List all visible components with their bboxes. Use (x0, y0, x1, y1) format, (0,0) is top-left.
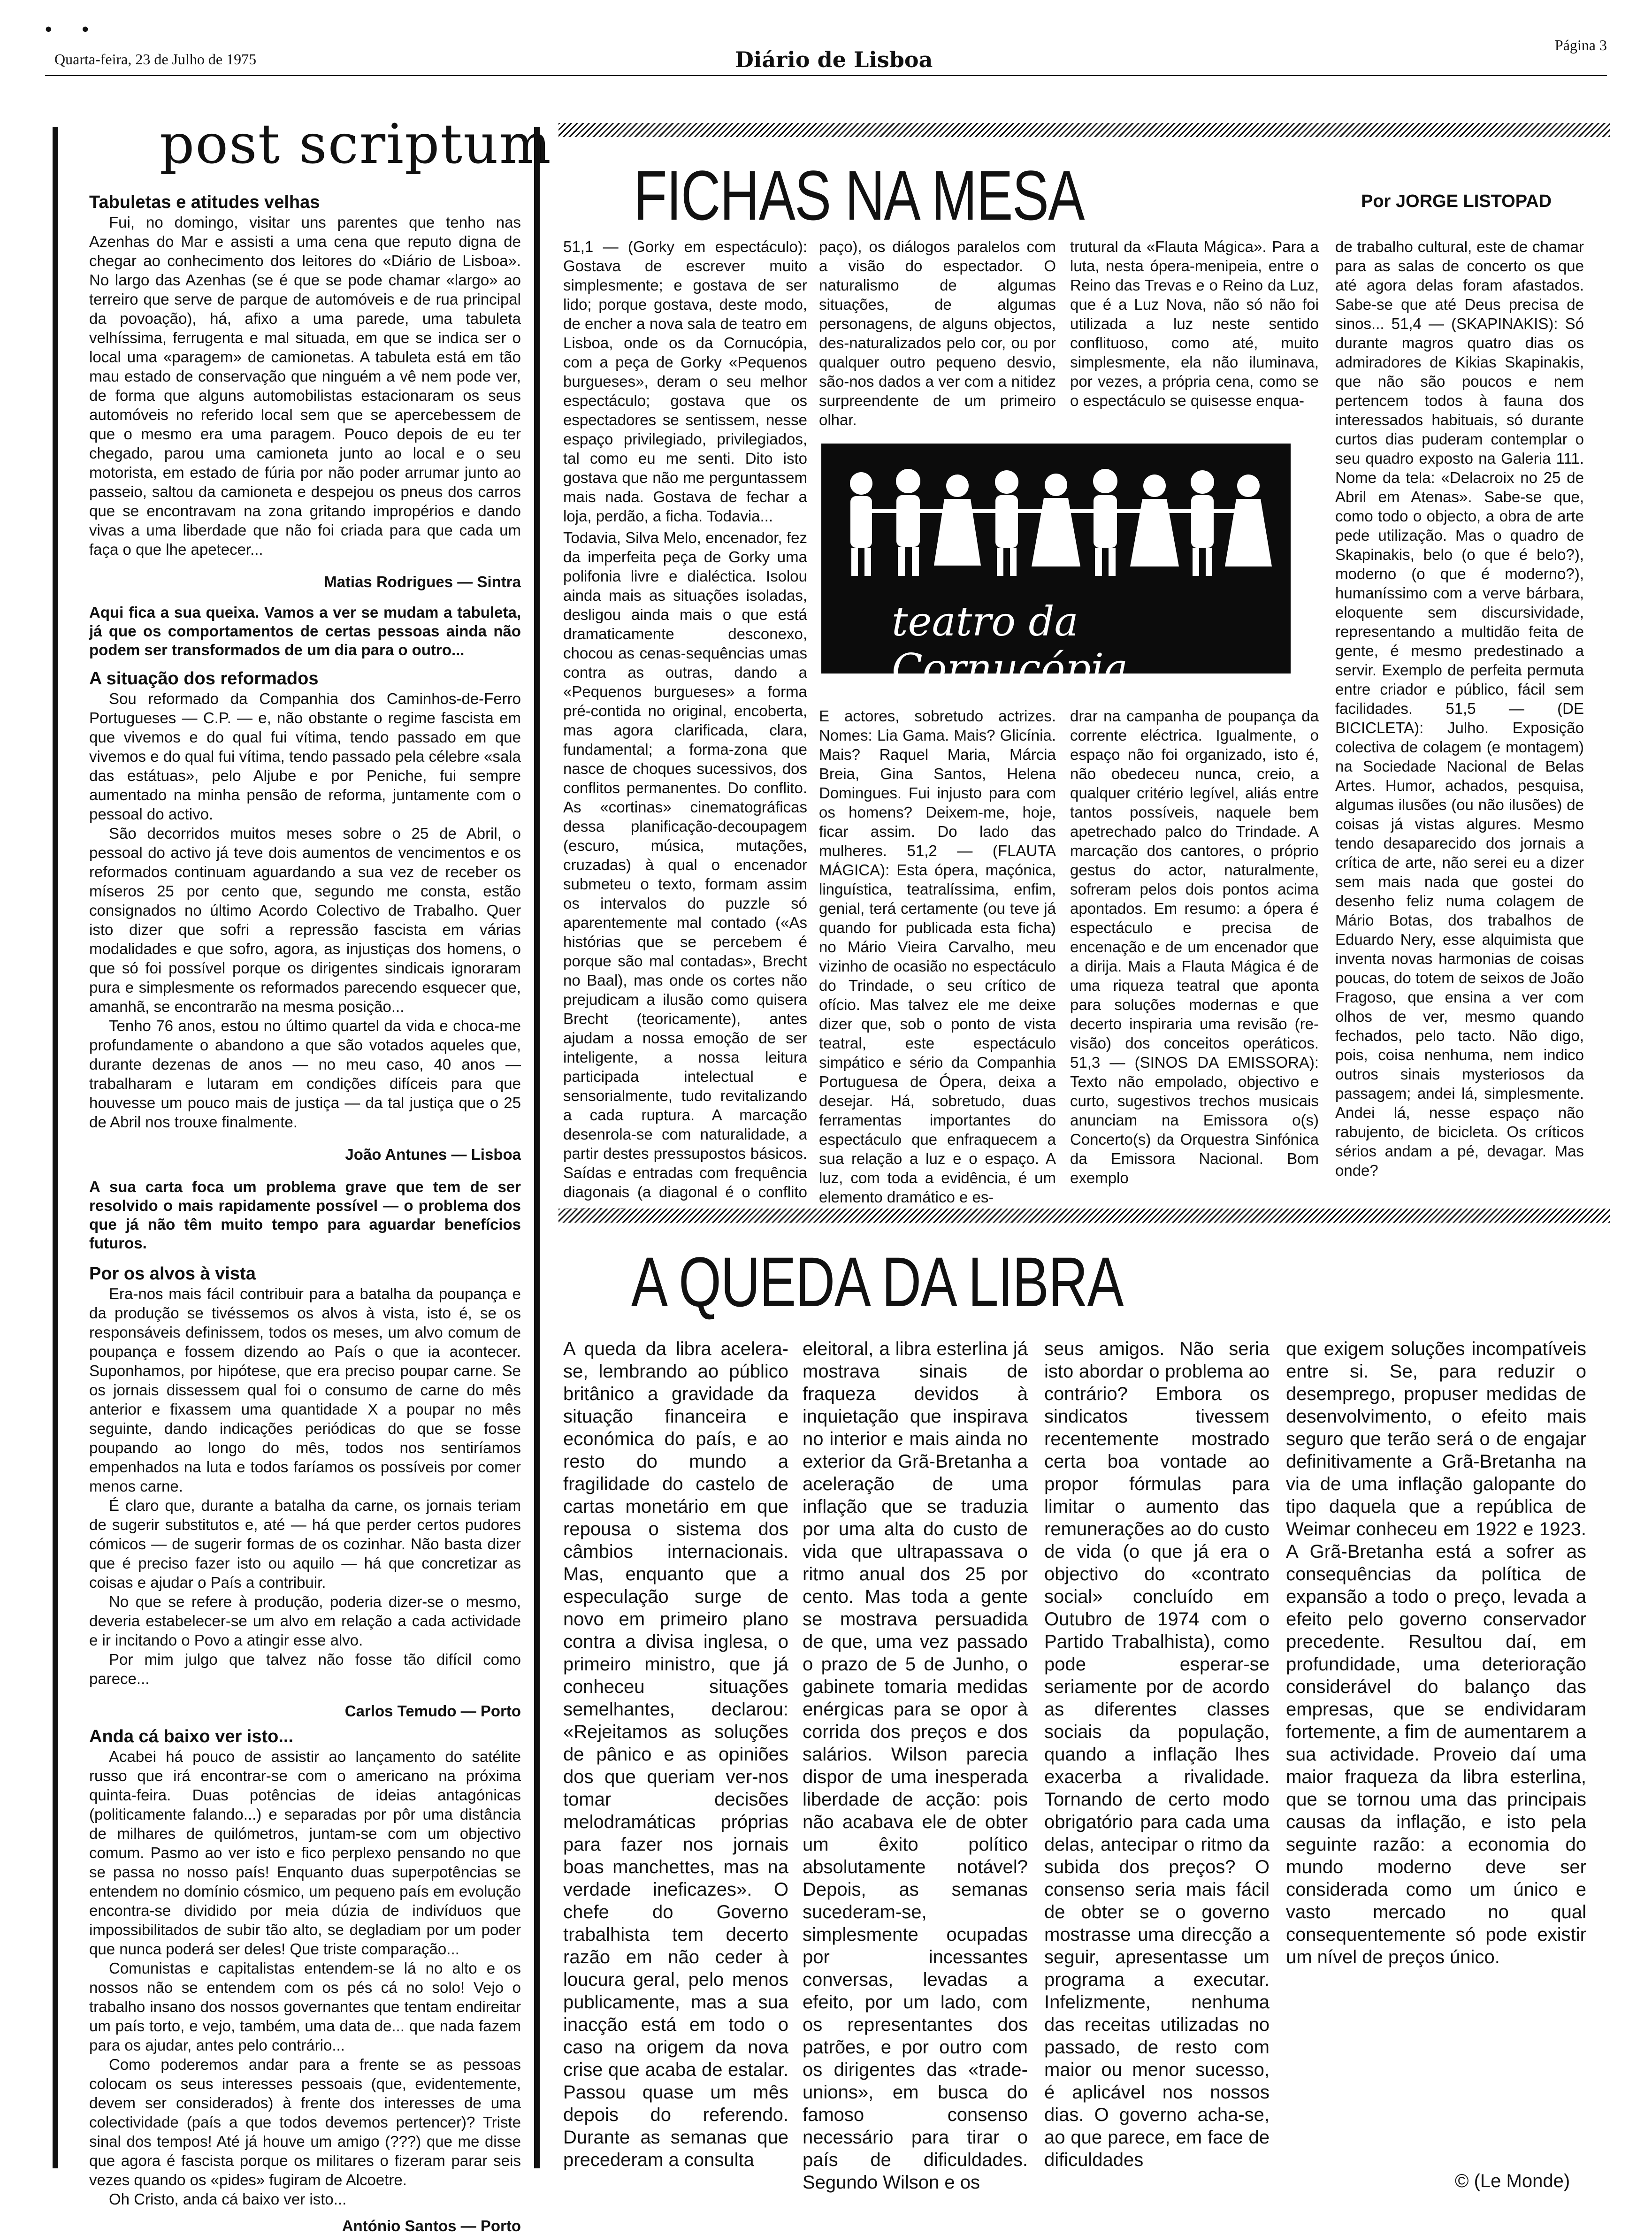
letter-heading: Tabuletas e atitudes velhas (89, 192, 320, 212)
letter-heading: Por os alvos à vista (89, 1264, 256, 1284)
fichas-column-4: de trabalho cultural, este de chamar para as salas de concerto os que até agora delas foram afastados. Sabe-se que até Deus precisa de sinos... 51,4 — (SKAPINAKIS): Só durante magros quatro dias os admiradores de Kikias Skapinakis, que não são poucos e nem pertencem todos à fauna dos interessados habituais, só durante curtos dias puderam contemplar o seu quadro exposto na Galeria 111. Nome da tela: «Delacroix no 25 de Abril em Atenas». Sabe-se que, como todo o objecto, a obra de arte pede utilização. Mas o quadro de Skapinakis, belo (o que é belo?), moderno (o que é moderno?), humaníssimo com a verve bárbara, eloquente sem discursividade, representando a multidão feita de gente, é mesmo predestinado a servir. Exemplo de perfeita permuta entre criador e público, fácil sem facilidades. 51,5 — (DE BICICLETA): Julho. Exposição colectiva de colagem (e montagem) na Sociedade Nacional de Belas Artes. Humor, achados, pesquisa, algumas ilusões (ou não ilusões) de coisas já vistas algures. Mesmo tendo desaparecido dos jornais a crítica de arte, não serei eu a dizer sem mais nada que gostei do desenho feliz numa colagem de Mário Botas, dos trabalhos de Eduardo Nery, esse alquimista que inventa novas harmonias de coisas poucas, do totem de seixos de João Fragoso, que ensina a ver com olhos de ver, mesmo quando fechados, pelo tacto. Não digo, pois, coisa nenhuma, nem indico outros sinais mysteriosos da passagem; andei lá, simplesmente. Andei lá, nesse espaço não rabujento, de bicicleta. Os críticos sérios andam a pé, devagar. Mas onde? (1335, 238, 1584, 1179)
issue-date: Quarta-feira, 23 de Julho de 1975 (54, 51, 257, 68)
masthead (45, 13, 1607, 72)
letter-paragraph: Comunistas e capitalistas entendem-se lá no alto e os nossos não se entendem com os pés cá no solo! Vejo o trabalho insano dos nossos governantes que tentam endireitar um país torto, e vejo, também, uma data de... que nada fazem para os ajudar, antes pelo contrário... (89, 1959, 521, 2054)
masthead-rule (45, 75, 1607, 76)
figure-group (850, 469, 1272, 576)
letter-body (89, 213, 521, 559)
fichas-column-2b: E actores, sobretudo actrizes. Nomes: Lia Gama. Mais? Glicínia. Mais? Raquel Maria, Márcia Breia, Gina Santos, Helena Domingues. Fui injusto para com os homens? Deixem-me, hoje, ficar assim. Do lado das mulheres. 51,2 — (FLAUTA MÁGICA): Esta ópera, maçónica, linguística, teatralíssima, enfim, genial, terá certamente (ou teve já quando for publicada esta ficha) no Mário Vieira Carvalho, meu vizinho de ocasião no espectáculo do Trindade, o seu crítico de ofício. Mas talvez ele me deixe dizer que, sob o ponto de vista teatral, este espectáculo simpático e sério da Companhia Portuguesa de Ópera, deixa a desejar. Há, sobretudo, duas ferramentas importantes do espectáculo que enfraquecem a sua relação a luz e o espaço. A luz, com toda a evidência, é um elemento dramático e es- (819, 707, 1056, 1206)
libra-column-2: eleitoral, a libra esterlina já mostrava sinais de fraqueza devidos à inquietação que inspirava no interior e mais ainda no exterior da Grã-Bretanha a aceleração de uma inflação que se traduzia por uma alta do custo de vida que ultrapassava o ritmo anual dos 25 por cento. Mas toda a gente se mostrava persuadida de que, uma vez passado o prazo de 5 de Junho, o gabinete tomaria medidas enérgicas para se opor à corrida dos preços e dos salários. Wilson parecia dispor de uma inesperada liberdade de acção: pois não acabava ele de obter um êxito político absolutamente notável? Depois, as semanas sucederam-se, simplesmente ocupadas por incessantes conversas, levadas a efeito, por um lado, com os representantes dos patrões, e por outro com os dirigentes das «trade-unions», em busca do famoso consenso necessário para tirar o país de dificuldades. Segundo Wilson e os (803, 1339, 1028, 2193)
fichas-headline: FICHAS NA MESA (634, 156, 1084, 235)
hatched-rule (558, 123, 1610, 137)
letter-paragraph: É claro que, durante a batalha da carne, os jornais teriam de sugerir substitutos e, até — há que perder certos pudores cómicos — de sugerir formas de os cozinhar. Não basta dizer que é preciso fazer isto ou aquilo — há que concretizar as coisas e ajudar o País a contribuir. (89, 1497, 521, 1591)
letter-body (89, 689, 521, 1132)
post-scriptum-section (89, 192, 521, 2235)
fichas-column-2: paço), os diálogos paralelos com a visão do espectador. O naturalismo de algumas situações, de algumas personagens, de alguns objectos, des-naturalizados pelo cor, ou por qualquer outro pequeno desvio, são-nos dados a ver com a nitidez surpreendente de um primeiro olhar. (819, 238, 1056, 429)
letter-body (89, 1284, 521, 1688)
libra-headline: A QUEDA DA LIBRA (631, 1242, 1123, 1321)
banner-caption: teatro da Cornucópia (892, 598, 1128, 692)
fichas-column-1: 51,1 — (Gorky em espectáculo): Gostava de escrever muito simplesmente; e gostava de ser lido; porque gostava, deste modo, de encher a nova sala de teatro em Lisboa, onde os da Cornucópia, com a peça de Gorky «Pequenos burgueses», deram o seu melhor espectáculo; gostava que os espectadores se sentissem, nesse espaço privilegiado, privilegiados, tal como eu me senti. Dito isto gostava que não me perguntassem mais nada. Gostava de fechar a loja, perdão, a ficha. Todavia... (563, 238, 807, 525)
fichas-column-1b: Todavia, Silva Melo, encenador, fez da imperfeita peça de Gorky uma polifonia livre e dialéctica. Isolou ainda mais as situações isoladas, desligou ainda mais o que está dramaticamente desconexo, chocou as cenas-sequências umas contra as outras, dando a «Pequenos burgueses» a forma pré-contida no original, encoberta, mas agora clarificada, clara, fundamental; a forma-zona que nasce de choques sucessivos, dos conflitos permanentes. Do conflito. As «cortinas» cinematográficas dessa planificação-decoupagem (escuro, música, mutações, cruzadas) à qual o encenador submeteu o texto, formam assim os intervalos do puzzle só aparentemente mal contado («As histórias que se percebem é porque são mal contadas», Brecht no Baal), mas onde os cortes não prejudicam a ilusão como quisera Brecht (teoricamente), antes ajudam a nossa emoção de ser inteligente, a nossa leitura participada intelectual e sensorialmente, tudo revitalizando a cada ruptura. A marcação desenrola-se com naturalidade, a partir destes pressupostos básicos. Saídas e entradas com frequência diagonais (a diagonal é o conflito (563, 529, 807, 1201)
letter-paragraph: Fui, no domingo, visitar uns parentes que tenho nas Azenhas do Mar e assisti a uma cena que reputo digna de chegar ao conhecimento dos leitores do «Diário de Lisboa». No largo das Azenhas (se é que se pode chamar «largo» ao terreiro que serve de parque de automóveis e de rua principal da povoação), há, afixo a uma parede, uma tabuleta velhíssima, ferrugenta e mal situada, em que se indica ser o local uma «paragem» de camionetas. A tabuleta está em tão mau estado de conservação que ninguém a vê nem pode ver, de forma que alguns automobilistas estacionaram os seus automóveis no referido local sem que se apercebessem de que o mesmo era uma paragem. Pouco depois de eu ter chegado, parou uma camioneta junto ao local e o seu motorista, em estado de fúria por não poder arrumar junto ao passeio, saltou da camioneta e despejou os pneus dos carros que se encontravam na zona gritando impropérios e dando vivas a uma liberdade que não foi criada para que cada um faça o que lhe apetecer... (89, 214, 521, 558)
letter-heading: Anda cá baixo ver isto... (89, 1727, 294, 1746)
letter-signature: António Santos — Porto (342, 2217, 521, 2235)
letter-signature: João Antunes — Lisboa (345, 1146, 521, 1163)
newspaper-name: Diário de Lisboa (735, 47, 933, 72)
letter-paragraph: Tenho 76 anos, estou no último quartel da vida e choca-me profundamente o abandono a que são votados aqueles que, durante dezenas de anos — no meu caso, 40 anos — trabalharam e lutaram em condições difíceis para que houvesse um pouco mais de justiça — da tal justiça que o 25 de Abril nos trouxe finalmente. (89, 1017, 521, 1131)
editor-reply: A sua carta foca um problema grave que tem de ser resolvido o mais rapidamente possível — o problema dos que já não têm muito tempo para aguardar benefícios futuros. (89, 1178, 521, 1252)
letter-paragraph: São decorridos muitos meses sobre o 25 de Abril, o pessoal do activo já teve dois aumentos de vencimentos e os reformados continuam aguardando a sua vez de receber os míseros 25 por cento que, segundo me consta, estão consignados no último Acordo Colectivo de Trabalho. Quer isto dizer que sofri a repressão fascista em várias modalidades e que sofro, agora, as injustiças dos homens, o que só foi possível porque os dirigentes sindicais ignoraram pura e simplesmente os reformados parecendo esquecer que, amanhã, se encontrarão na mesma posição... (89, 825, 521, 1015)
letter-paragraph: Como poderemos andar para a frente se as pessoas colocam os seus interesses pessoais (que, evidentemente, devem ser considerados) à frente dos interesses de uma colectividade (país a que todos devemos pertencer)? Triste sinal dos tempos! Até já houve um amigo (???) que me disse que agora é fascista porque os militares o fizeram parar seis vezes quando os «pides» fugiram de Alcoetre. (89, 2056, 521, 2189)
hatched-rule (558, 1209, 1610, 1223)
libra-column-3: seus amigos. Não seria isto abordar o problema ao contrário? Embora os sindicatos tivessem recentemente mostrado certa boa vontade ao propor fórmulas para limitar o aumento das remunerações ao do custo de vida (o que já era o objectivo do «contrato social» concluído em Outubro de 1974 com o Partido Trabalhista), como pode esperar-se seriamente por de acordo as diferentes classes sociais da população, quando a inflação lhes exacerba a rivalidade. Tornando de certo modo obrigatório para cada uma delas, antecipar o ritmo da subida dos preços? O consenso seria mais fácil de obter se o governo mostrasse uma direcção a seguir, apresentasse um programa a executar. Infelizmente, nenhuma das receitas utilizadas no passado, de resto com maior ou menor sucesso, é aplicável nos nossos dias. O governo acha-se, ao que parece, em face de dificuldades (1044, 1339, 1270, 2170)
letter-paragraph: Era-nos mais fácil contribuir para a batalha da poupança e da produção se tivéssemos os alvos à vista, isto é, se os responsáveis definissem, todos os meses, um alvo comum de poupança e fossem dizendo ao País o que ia acontecer. Suponhamos, por hipótese, que era preciso poupar carne. Se os jornais dissessem qual foi o consumo de carne do mês anterior e fixassem uma quantidade X a poupar no mês seguinte, dando indicações periódicas do que se fosse poupando ao longo do mês, todos nos sentiríamos empenhados na luta e todos faríamos os possíveis por comer menos carne. (89, 1285, 521, 1495)
letter-signature: Matias Rodrigues — Sintra (324, 573, 521, 590)
letter-paragraph: Sou reformado da Companhia dos Caminhos-de-Ferro Portugueses — C.P. — e, não obstante o regime fascista em que vivemos e do qual fui vítima, tendo passado em que vivemos e do qual fui vítima, tendo passado pela célebre «sala das estátuas», pelo Aljube e por Peniche, fui sempre aumentado na minha pensão de reforma, juntamente com o pessoal do activo. (89, 690, 521, 823)
left-border-rule (53, 127, 58, 2168)
fichas-column-3b: drar na campanha de poupança da corrente eléctrica. Igualmente, o espaço não foi organizado, isto é, não obedeceu nunca, creio, a qualquer critério legível, aliás entre tantos possíveis, naquele bem apetrechado palco do Trindade. A marcação dos cantores, o próprio gestus do actor, naturalmente, sofreram pelos dois pontos acima apontados. Em resumo: a ópera é espectáculo e precisa de encenação e de um encenador que a dirija. Mais a Flauta Mágica é de uma riqueza teatral que aponta para soluções modernas e que decerto inspiraria uma revisão (re-visão) dos conceitos operáticos. 51,3 — (SINOS DA EMISSORA): Texto não empolado, objectivo e curto, sugestivos trechos musicais anunciam na Emissora o(s) Concerto(s) da Orquestra Sinfónica da Emissora Nacional. Bom exemplo (1070, 707, 1319, 1186)
post-scriptum-title: post scriptum (160, 113, 552, 176)
masthead-dots: • • (45, 18, 101, 40)
teatro-cornucopia-banner (821, 444, 1291, 692)
letter-paragraph: Acabei há pouco de assistir ao lançamento do satélite russo que irá encontrar-se com o americano na próxima quinta-feira. Duas potências de ideias antagónicas (politicamente falando...) e separadas por pôr uma distância de milhares de quilómetros, juntam-se com um objectivo comum. Pasmo ao ver isto e fico perplexo pensando no que se passa no nosso país! Enquanto duas superpotências se entendem no domínio cósmico, um pequeno país em evolução encontra-se dividido por meia dúzia de indivíduos que impossibilitados de subir tão alto, se degladiam por um poder que nunca poderá ser deles! Que triste comparação... (89, 1748, 521, 1958)
fichas-byline: Por JORGE LISTOPAD (1361, 191, 1552, 211)
column-divider-rule (534, 127, 540, 2168)
letter-paragraph: Oh Cristo, anda cá baixo ver isto... (109, 2190, 347, 2208)
page-number: Página 3 (1554, 37, 1607, 54)
libra-column-4: que exigem soluções incompatíveis entre si. Se, para reduzir o desemprego, propuser medidas de desenvolvimento, o efeito mais seguro que terão será o de engajar definitivamente a Grã-Bretanha na via de uma inflação galopante do tipo daquela que a república de Weimar conheceu em 1922 e 1923. A Grã-Bretanha está a sofrer as consequências da política de expansão a todo o preço, levada a efeito pelo governo conservador precedente. Resultou daí, em profundidade, uma deterioração considerável do balanço das empresas, que se endividaram fortemente, a fim de aumentarem a sua actividade. Proveio daí uma maior fraqueza da libra esterlina, que se tornou uma das principais causas da inflação, e isto pela seguinte razão: a economia do mundo moderno deve ser considerada como um único e vasto mercado no qual consequentemente só pode existir um nível de preços único. (1286, 1339, 1586, 1967)
letter-paragraph: Por mim julgo que talvez não fosse tão difícil como parece... (89, 1651, 521, 1687)
letter-heading: A situação dos reformados (89, 669, 319, 689)
letter-body (89, 1747, 521, 2209)
fichas-column-3: trutural da «Flauta Mágica». Para a luta, nesta ópera-menipeia, entre o Reino das Trevas e o Reino da Luz, que é a Luz Nova, não só não foi utilizada a luz neste sentido conflituoso, como até, muito simplesmente, ela não iluminava, por vezes, a própria cena, como se o espectáculo se quisesse enqua- (1070, 238, 1319, 409)
libra-column-1: A queda da libra acelera-se, lembrando ao público britânico a gravidade da situação financeira e económica do país, e ao resto do mundo a fragilidade do castelo de cartas monetário em que repousa o sistema dos câmbios internacionais. Mas, enquanto que a especulação surge de novo em primeiro plano contra a divisa inglesa, o primeiro ministro, que já conheceu situações semelhantes, declarou: «Rejeitamos as soluções de pânico e as opiniões dos que queriam ver-nos tomar decisões melodramáticas próprias para fazer nos jornais boas manchettes, mas na verdade ineficazes». O chefe do Governo trabalhista tem decerto razão em não ceder à loucura geral, pelo menos publicamente, mas a sua inacção está em todo o caso na origem da nova crise que acaba de estalar. Passou quase um mês depois do referendo. Durante as semanas que precederam a consulta (563, 1339, 788, 2170)
editor-reply: Aqui fica a sua queixa. Vamos a ver se mudam a tabuleta, já que os comportamentos de certas pessoas ainda não podem ser transformados de um dia para o outro... (89, 604, 521, 658)
letter-signature: Carlos Temudo — Porto (344, 1702, 521, 1720)
letter-paragraph: No que se refere à produção, poderia dizer-se o mesmo, deveria estabelecer-se um alvo em relação a cada actividade e ir incitando o Povo a atingir esse alvo. (89, 1593, 521, 1649)
libra-credit: © (Le Monde) (1455, 2171, 1570, 2191)
